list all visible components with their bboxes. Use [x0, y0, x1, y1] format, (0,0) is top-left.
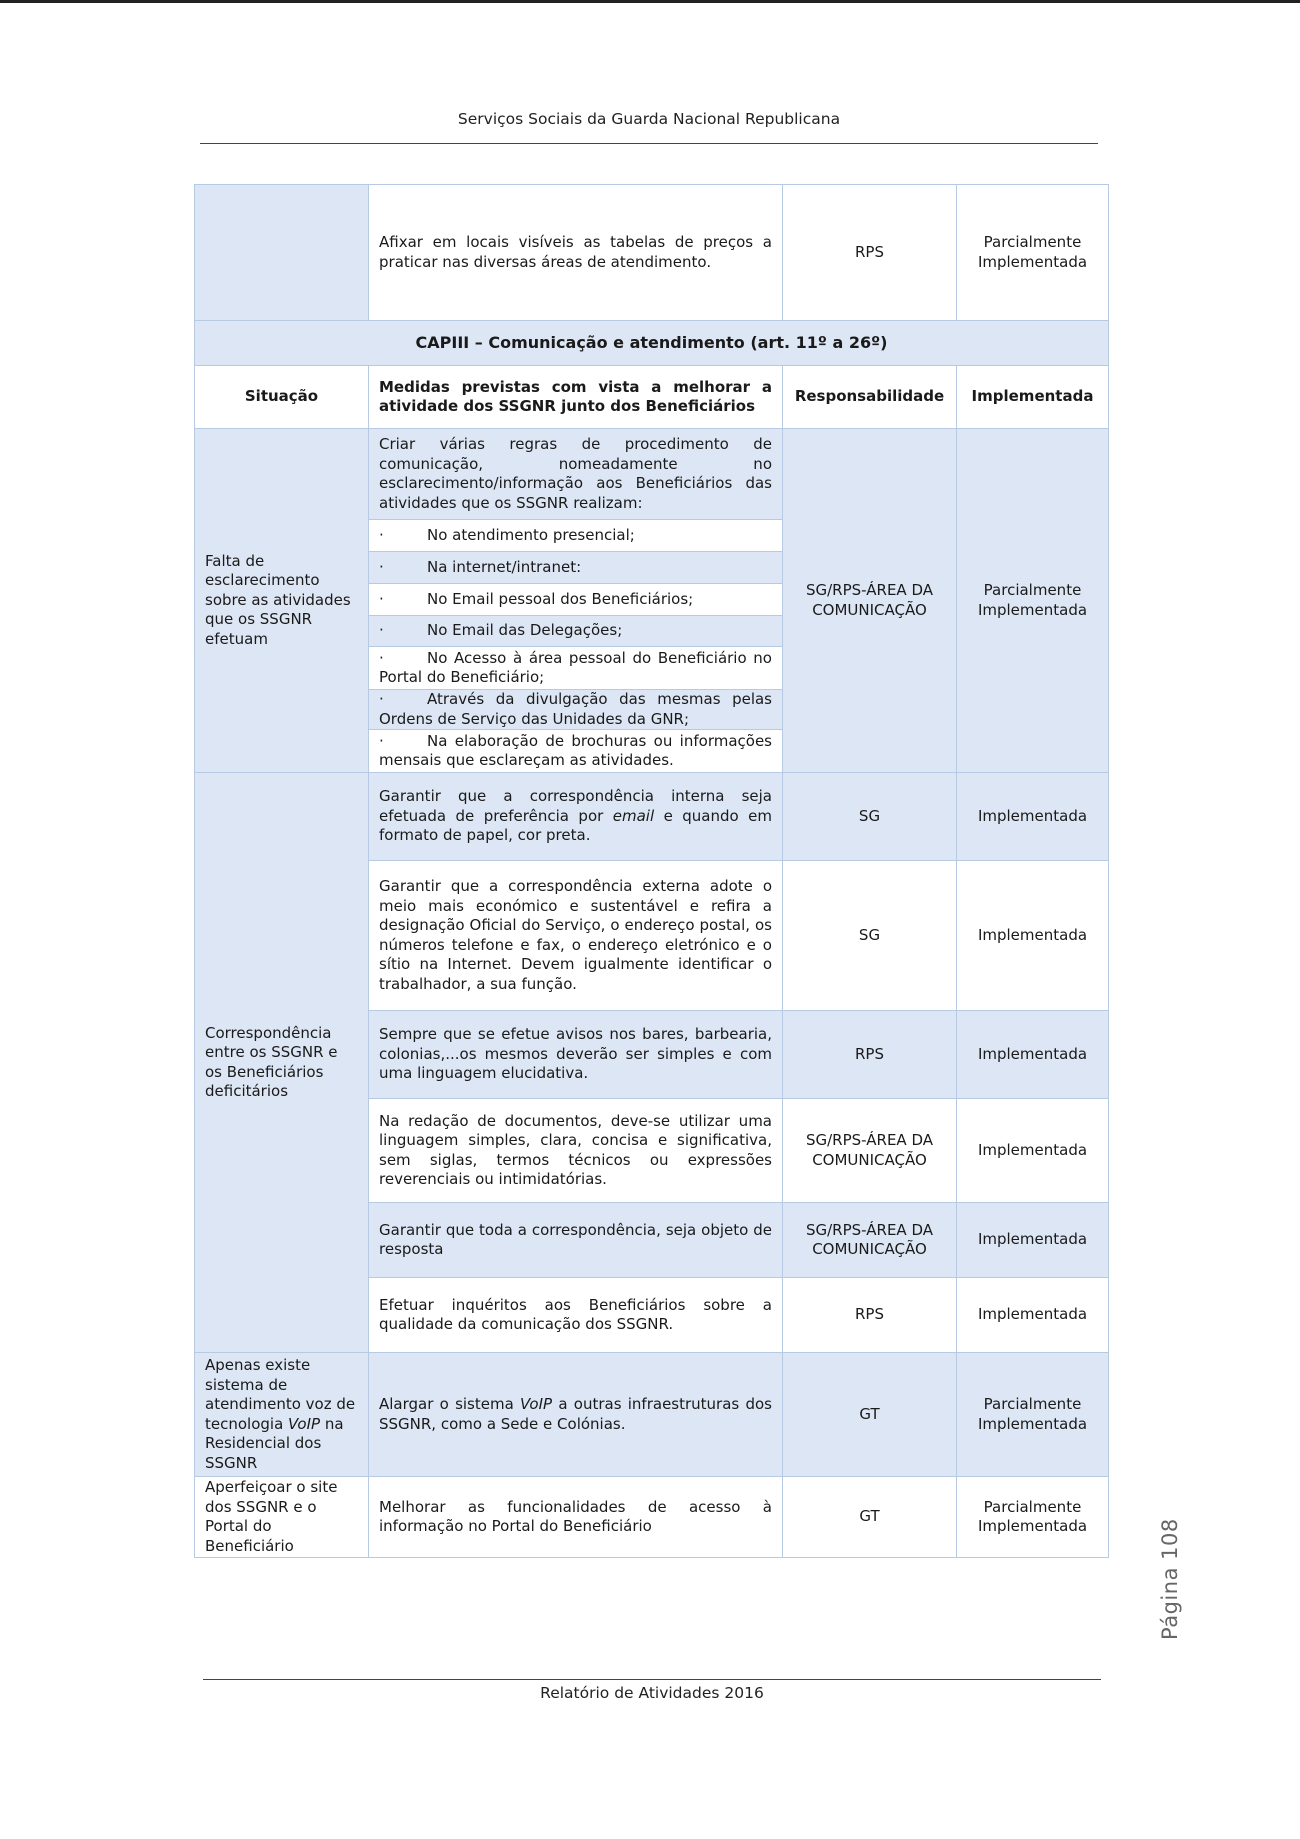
responsibility-cell: GT: [783, 1353, 957, 1477]
bullet-text: No Email das Delegações;: [427, 621, 623, 640]
status-cell: Parcialmente Implementada: [957, 429, 1109, 773]
responsibility-cell: SG/RPS-ÁREA DA COMUNICAÇÃO: [783, 429, 957, 773]
responsibility-cell: RPS: [783, 1011, 957, 1099]
header-measures: Medidas previstas com vista a melhorar a atividade dos SSGNR junto dos Beneficiários: [369, 366, 783, 429]
table-row: [195, 429, 1109, 520]
table-row: [195, 185, 1109, 321]
status-cell: Implementada: [957, 1011, 1109, 1099]
header-situation: Situação: [195, 366, 369, 429]
header-rule: [200, 143, 1098, 144]
page-header: Serviços Sociais da Guarda Nacional Republicana: [457, 110, 841, 128]
measure-cell: Garantir que toda a correspondência, seja objeto de resposta: [369, 1203, 783, 1278]
measure-cell: Melhorar as funcionalidades de acesso à informação no Portal do Beneficiário: [369, 1477, 783, 1558]
situation-text: Apenas existe sistema de atendimento voz de tecnologia: [205, 1356, 356, 1433]
bullet-mark: ·: [379, 525, 384, 544]
table-row: [195, 1477, 1109, 1558]
bullet-item: [369, 616, 783, 647]
status-cell: Implementada: [957, 1278, 1109, 1353]
page-top-edge: [0, 0, 1300, 3]
bullet-mark: ·: [379, 690, 384, 708]
bullet-mark: ·: [379, 731, 384, 750]
bullet-text: Na internet/intranet:: [427, 557, 582, 576]
measure-cell: Efetuar inquéritos aos Beneficiários sobre a qualidade da comunicação dos SSGNR.: [369, 1278, 783, 1353]
situation-cell: Correspondência entre os SSGNR e os Beneficiários deficitários: [195, 773, 369, 1353]
situation-cell: [195, 1353, 369, 1477]
responsibility-cell: SG/RPS-ÁREA DA COMUNICAÇÃO: [783, 1203, 957, 1278]
measure-cell: Afixar em locais visíveis as tabelas de preços a praticar nas diversas áreas de atendimento.: [369, 185, 783, 321]
page-number: Página 108: [1158, 1518, 1182, 1640]
measure-cell: [369, 773, 783, 861]
situation-cell: Aperfeiçoar o site dos SSGNR e o Portal do Beneficiário: [195, 1477, 369, 1558]
chapter-row: [195, 321, 1109, 366]
measure-text-italic: email: [612, 806, 655, 825]
chapter-title: CAPIII – Comunicação e atendimento (art. 11º a 26º): [195, 321, 1109, 366]
responsibility-cell: RPS: [783, 1278, 957, 1353]
status-cell: Parcialmente Implementada: [957, 1477, 1109, 1558]
page-footer: Relatório de Atividades 2016: [540, 1684, 764, 1702]
header-row: [195, 366, 1109, 429]
measure-cell: Sempre que se efetue avisos nos bares, barbearia, colonias,...os mesmos deverão ser simples e com uma linguagem elucidativa.: [369, 1011, 783, 1099]
header-implemented: Implementada: [957, 366, 1109, 429]
measure-text: e quando em formato de papel, cor preta.: [379, 806, 772, 845]
measures-table: [194, 184, 1109, 1558]
status-cell: Parcialmente Implementada: [957, 1353, 1109, 1477]
bullet-item: [369, 730, 783, 773]
status-cell: Implementada: [957, 1203, 1109, 1278]
situation-cell: Falta de esclarecimento sobre as atividades que os SSGNR efetuam: [195, 429, 369, 773]
status-cell: Implementada: [957, 861, 1109, 1011]
bullet-text: Através da divulgação das mesmas pelas Ordens de Serviço das Unidades da GNR;: [379, 690, 772, 728]
measure-cell: [369, 1353, 783, 1477]
bullet-mark: ·: [379, 557, 384, 576]
measure-cell: Na redação de documentos, deve-se utilizar uma linguagem simples, clara, concisa e significativa, sem siglas, termos técnicos ou expressões reverenciais ou intimidatórias.: [369, 1099, 783, 1203]
bullet-text: No Acesso à área pessoal do Beneficiário no Portal do Beneficiário;: [379, 648, 772, 686]
table-row: [195, 1353, 1109, 1477]
situation-text-italic: VoIP: [288, 1414, 321, 1433]
measure-intro: Criar várias regras de procedimento de comunicação, nomeadamente no esclarecimento/informação aos Beneficiários das atividades que os SSGNR realizam:: [369, 429, 783, 520]
situation-text: na Residencial dos SSGNR: [205, 1414, 344, 1472]
bullet-item: [369, 647, 783, 690]
measure-text: Garantir que a correspondência interna seja efetuada de preferência por: [379, 787, 772, 825]
responsibility-cell: SG/RPS-ÁREA DA COMUNICAÇÃO: [783, 1099, 957, 1203]
situation-cell-empty: [195, 185, 369, 321]
bullet-text: Na elaboração de brochuras ou informações mensais que esclareçam as atividades.: [379, 731, 772, 769]
responsibility-cell: RPS: [783, 185, 957, 321]
bullet-mark: ·: [379, 648, 384, 667]
status-cell: Implementada: [957, 773, 1109, 861]
responsibility-cell: SG: [783, 773, 957, 861]
measure-text: Alargar o sistema: [379, 1395, 521, 1413]
bullet-item: [369, 690, 783, 730]
status-cell: Parcialmente Implementada: [957, 185, 1109, 321]
bullet-text: No atendimento presencial;: [427, 525, 635, 544]
bullet-text: No Email pessoal dos Beneficiários;: [427, 589, 694, 608]
header-responsibility: Responsabilidade: [783, 366, 957, 429]
table-row: [195, 773, 1109, 861]
responsibility-cell: SG: [783, 861, 957, 1011]
bullet-item: [369, 584, 783, 616]
measure-cell: Garantir que a correspondência externa adote o meio mais económico e sustentável e refira a designação Oficial do Serviço, o endereço postal, os números telefone e fax, o endereço eletrónico e o sítio na Internet. Devem igualmente identificar o trabalhador, a sua função.: [369, 861, 783, 1011]
measure-text: a outras infraestruturas dos SSGNR, como a Sede e Colónias.: [379, 1395, 772, 1433]
measure-text-italic: VoIP: [520, 1395, 553, 1413]
footer-rule: [203, 1679, 1101, 1680]
responsibility-cell: GT: [783, 1477, 957, 1558]
status-cell: Implementada: [957, 1099, 1109, 1203]
bullet-item: [369, 520, 783, 552]
bullet-mark: ·: [379, 589, 384, 608]
bullet-mark: ·: [379, 621, 384, 640]
bullet-item: [369, 552, 783, 584]
